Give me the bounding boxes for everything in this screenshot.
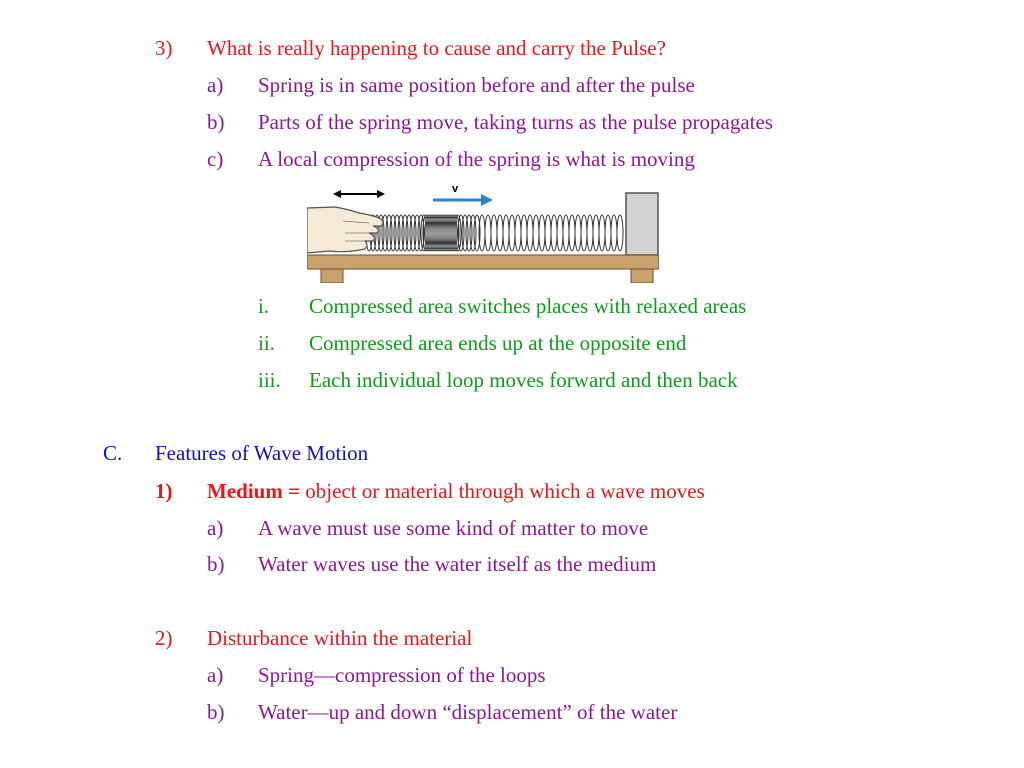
table [307,255,659,283]
disturbance-heading [155,626,472,650]
pulse-heading-number: 3) [155,36,173,60]
roman-item-i-text: Compressed area switches places with relaxed areas [309,294,747,318]
medium-heading [155,479,705,503]
medium-item-b [207,552,656,576]
roman-item-iii-marker: iii. [258,368,281,392]
velocity-arrow-icon [433,194,493,206]
roman-item-iii-text: Each individual loop moves forward and then back [309,368,738,392]
disturbance-item-a [207,663,546,687]
medium-number: 1) [155,479,173,503]
pulse-heading-text: What is really happening to cause and carry the Pulse? [207,36,666,60]
roman-item-ii-text: Compressed area ends up at the opposite end [309,331,687,355]
disturbance-item-b [207,700,677,724]
disturbance-item-b-text: Water—up and down “displacement” of the water [258,700,678,724]
roman-item-iii [258,368,738,392]
medium-item-a [207,516,648,540]
medium-item-a-marker: a) [207,516,224,540]
hand-motion-arrow-icon [333,190,385,198]
roman-item-i-marker: i. [258,294,270,318]
section-c-marker: C. [103,441,123,465]
roman-item-ii-marker: ii. [258,331,275,355]
roman-item-i [258,294,746,318]
medium-definition: object or material through which a wave moves [300,479,705,503]
medium-term: Medium = [207,479,301,503]
disturbance-number: 2) [155,626,173,650]
pulse-item-b [207,110,773,134]
disturbance-item-a-text: Spring—compression of the loops [258,663,546,687]
pulse-item-b-text: Parts of the spring move, taking turns as the pulse propagates [258,110,773,134]
medium-item-b-text: Water waves use the water itself as the medium [258,552,657,576]
pulse-item-a-text: Spring is in same position before and after the pulse [258,73,695,97]
disturbance-item-a-marker: a) [207,663,224,687]
pulse-item-c-marker: c) [207,147,224,171]
pulse-item-c-text: A local compression of the spring is what is moving [258,147,695,171]
pulse-heading [155,36,666,60]
section-c-title: Features of Wave Motion [155,441,369,465]
wall-block [626,193,658,255]
medium-item-a-text: A wave must use some kind of matter to move [258,516,649,540]
medium-item-b-marker: b) [207,552,225,576]
spring-coils [366,215,623,251]
roman-item-ii [258,331,686,355]
spring-pulse-figure [307,183,659,283]
velocity-label: v [452,183,459,195]
pulse-item-b-marker: b) [207,110,225,134]
disturbance-title: Disturbance within the material [207,626,473,650]
pulse-item-a [207,73,695,97]
pulse-item-a-marker: a) [207,73,224,97]
pulse-item-c [207,147,695,171]
disturbance-item-b-marker: b) [207,700,225,724]
section-c-heading [103,441,368,465]
